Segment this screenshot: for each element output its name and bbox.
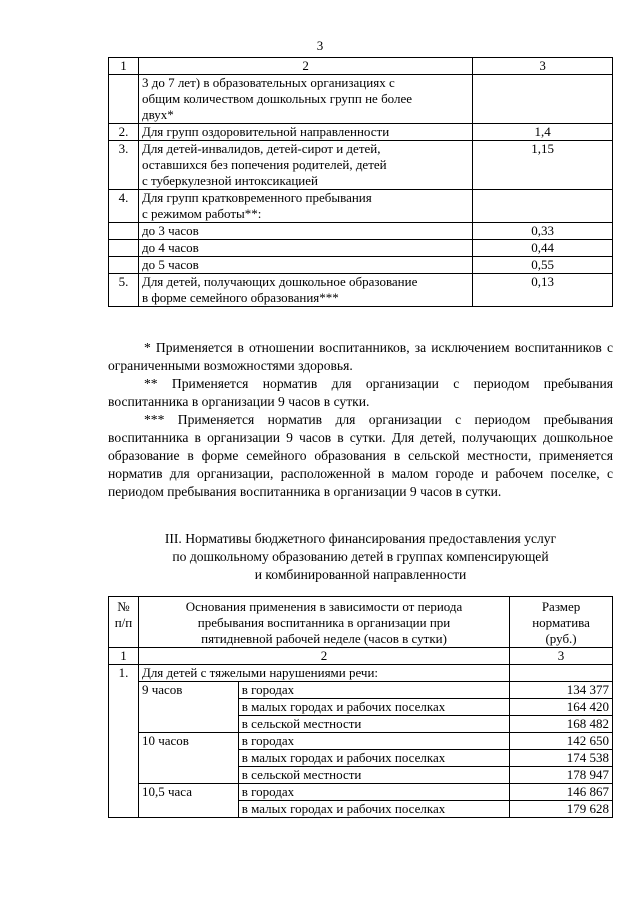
empty-cell xyxy=(510,665,613,682)
row-number: 1. xyxy=(109,665,139,818)
header-line: Размер xyxy=(541,599,581,614)
header-basis xyxy=(138,597,509,648)
place-cell: в малых городах и рабочих поселках xyxy=(238,801,509,818)
place-cell: в городах xyxy=(238,733,509,750)
row-number: 5. xyxy=(109,274,139,307)
row-value: 0,33 xyxy=(473,223,613,240)
table-row xyxy=(109,124,613,141)
place-cell: в сельской местности xyxy=(238,716,509,733)
amount-cell: 178 947 xyxy=(510,767,613,784)
text-line: Для групп оздоровительной направленности xyxy=(141,124,390,139)
text-line: оставшихся без попечения родителей, детей xyxy=(141,157,387,172)
col-number: 2 xyxy=(138,58,472,75)
row-value: 1,4 xyxy=(473,124,613,141)
heading-line: по дошкольному образованию детей в группах компенсирующей xyxy=(172,549,549,564)
place-cell: в малых городах и рабочих поселках xyxy=(238,750,509,767)
col-number: 1 xyxy=(109,648,139,665)
coefficients-table xyxy=(108,57,613,307)
heading-line: III. Нормативы бюджетного финансирования предоставления услуг xyxy=(164,531,557,546)
row-value: 0,13 xyxy=(473,274,613,307)
table-row xyxy=(109,141,613,190)
section-heading xyxy=(108,530,613,584)
footnotes xyxy=(108,339,613,501)
text-line: с режимом работы**: xyxy=(141,206,262,221)
row-value xyxy=(473,75,613,124)
header-num xyxy=(109,597,139,648)
heading-line: и комбинированной направленности xyxy=(254,567,467,582)
row-text xyxy=(138,274,472,307)
row-value: 0,55 xyxy=(473,257,613,274)
header-line: п/п xyxy=(114,615,133,630)
header-line: норматива xyxy=(532,615,590,630)
amount-cell: 179 628 xyxy=(510,801,613,818)
amount-cell: 146 867 xyxy=(510,784,613,801)
row-number xyxy=(109,75,139,124)
table-row xyxy=(109,665,613,682)
text-line: двух* xyxy=(141,107,174,122)
text-line: общим количеством дошкольных групп не более xyxy=(141,91,413,106)
text-line: Для детей-инвалидов, детей-сирот и детей, xyxy=(141,141,381,156)
text-line: 3 до 7 лет) в образовательных организациях с xyxy=(141,75,395,90)
table-row xyxy=(109,75,613,124)
col-number: 3 xyxy=(510,648,613,665)
footnote: * Применяется в отношении воспитанников, за исключением воспитанников с ограниченными возможностями здоровья. xyxy=(108,340,613,373)
amount-cell: 142 650 xyxy=(510,733,613,750)
row-value: 1,15 xyxy=(473,141,613,190)
funding-norms-table xyxy=(108,596,613,818)
header-line: пребывания воспитанника в организации при xyxy=(197,615,451,630)
row-value xyxy=(473,190,613,223)
table-row xyxy=(109,223,613,240)
place-cell: в сельской местности xyxy=(238,767,509,784)
row-text xyxy=(138,141,472,190)
table-row xyxy=(109,257,613,274)
table-row xyxy=(109,733,613,750)
text-line: Для детей, получающих дошкольное образование xyxy=(141,274,418,289)
row-title: Для детей с тяжелыми нарушениями речи: xyxy=(138,665,509,682)
row-number: 4. xyxy=(109,190,139,223)
row-text xyxy=(138,257,472,274)
row-text xyxy=(138,223,472,240)
table-row-col-numbers xyxy=(109,648,613,665)
row-text xyxy=(138,75,472,124)
table-row xyxy=(109,240,613,257)
header-line: № xyxy=(117,599,130,614)
text-line: с туберкулезной интоксикацией xyxy=(141,173,318,188)
row-number xyxy=(109,257,139,274)
amount-cell: 168 482 xyxy=(510,716,613,733)
table-header-row xyxy=(109,597,613,648)
text-line: до 5 часов xyxy=(141,257,199,272)
row-text xyxy=(138,190,472,223)
col-number: 3 xyxy=(473,58,613,75)
table-row-col-numbers xyxy=(109,58,613,75)
header-line: Основания применения в зависимости от периода xyxy=(185,599,463,614)
header-amount xyxy=(510,597,613,648)
header-line: (руб.) xyxy=(545,631,577,646)
text-line: Для групп кратковременного пребывания xyxy=(141,190,372,205)
text-line: в форме семейного образования*** xyxy=(141,290,339,305)
table-row xyxy=(109,274,613,307)
place-cell: в малых городах и рабочих поселках xyxy=(238,699,509,716)
page-number: 3 xyxy=(316,38,324,53)
col-number: 1 xyxy=(109,58,139,75)
period-cell: 10 часов xyxy=(138,733,238,784)
row-value: 0,44 xyxy=(473,240,613,257)
table-row xyxy=(109,784,613,801)
footnote: ** Применяется норматив для организации с периодом пребывания воспитанника в организации 9 часов в сутки. xyxy=(108,376,613,409)
place-cell: в городах xyxy=(238,784,509,801)
row-text xyxy=(138,240,472,257)
text-line: до 4 часов xyxy=(141,240,199,255)
row-number xyxy=(109,223,139,240)
period-cell: 9 часов xyxy=(138,682,238,733)
period-cell: 10,5 часа xyxy=(138,784,238,818)
row-number: 2. xyxy=(109,124,139,141)
row-text xyxy=(138,124,472,141)
table-row xyxy=(109,190,613,223)
row-number: 3. xyxy=(109,141,139,190)
amount-cell: 134 377 xyxy=(510,682,613,699)
amount-cell: 164 420 xyxy=(510,699,613,716)
footnote: *** Применяется норматив для организации с периодом пребывания воспитанника в организации 9 часов в сутки. Для детей, получающих дошкольное образование в форме семейного образования в сельской местности, применяется норматив для организации, расположенной в малом городе и рабочем поселке, с периодом пребывания воспитанника в организации 9 часов в сутки. xyxy=(108,412,613,499)
amount-cell: 174 538 xyxy=(510,750,613,767)
text-line: до 3 часов xyxy=(141,223,199,238)
col-number: 2 xyxy=(138,648,509,665)
table-row xyxy=(109,682,613,699)
place-cell: в городах xyxy=(238,682,509,699)
header-line: пятидневной рабочей неделе (часов в сутки) xyxy=(201,631,447,646)
row-number xyxy=(109,240,139,257)
